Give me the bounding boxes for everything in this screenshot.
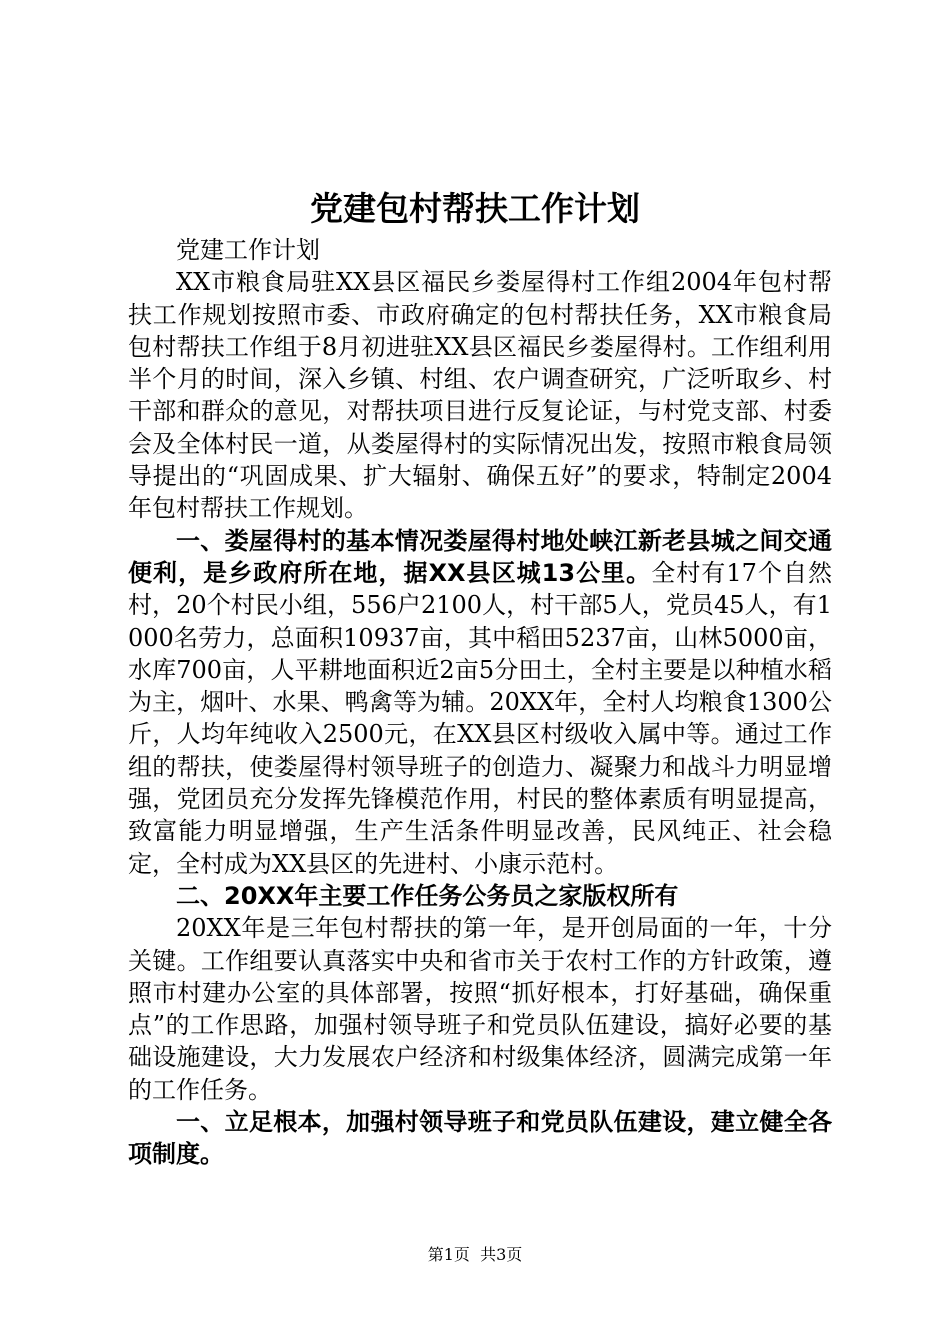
document-title: 党建包村帮扶工作计划 <box>310 189 640 228</box>
subsection1-heading: 一、立足根本，加强村领导班子和党员队伍建设，建立健全各项制度。 <box>128 1108 832 1169</box>
document-body <box>128 234 832 1171</box>
intro-paragraph: XX市粮食局驻XX县区福民乡娄屋得村工作组2004年包村帮扶工作规划按照市委、市政府确定的包村帮扶任务，XX市粮食局包村帮扶工作组于8月初进驻XX县区福民乡娄屋得村。工作组利用半个月的时间，深入乡镇、村组、农户调查研究，广泛听取乡、村干部和群众的意见，对帮扶项目进行反复论证，与村党支部、村委会及全体村民一道，从娄屋得村的实际情况出发，按照市粮食局领导提出的“巩固成果、扩大辐射、确保五好”的要求，特制定2004年包村帮扶工作规划。 <box>128 268 832 523</box>
section2-paragraph: 20XX年是三年包村帮扶的第一年，是开创局面的一年，十分关键。工作组要认真落实中央和省市关于农村工作的方针政策，遵照市村建办公室的具体部署，按照“抓好根本，打好基础，确保重点”的工作思路，加强村领导班子和党员队伍建设，搞好必要的基础设施建设，大力发展农户经济和村级集体经济，圆满完成第一年的工作任务。 <box>128 914 832 1104</box>
section2-heading: 二、20XX年主要工作任务公务员之家版权所有 <box>176 881 679 910</box>
section1-paragraph <box>128 525 832 880</box>
subtitle-paragraph: 党建工作计划 <box>176 236 320 264</box>
page-footer <box>0 1244 950 1266</box>
page-number: 第1页 <box>427 1245 470 1264</box>
section1-body: 全村有17个自然村，20个村民小组，556户2100人，村干部5人，党员45人，有1000名劳力，总面积10937亩，其中稻田5237亩，山林5000亩，水库700亩，人平耕地面积近2亩5分田土，全村主要是以种植水稻为主，烟叶、水果、鸭禽等为辅。20XX年，全村人均粮食1300公斤，人均年纯收入2500元，在XX县区村级收入属中等。通过工作组的帮扶，使娄屋得村领导班子的创造力、凝聚力和战斗力明显增强，党团员充分发挥先锋模范作用，村民的整体素质有明显提高，致富能力明显增强，生产生活条件明显改善，民风纯正、社会稳定，全村成为XX县区的先进村、小康示范村。 <box>128 558 832 878</box>
page-total: 共3页 <box>480 1245 523 1264</box>
section1-heading: 一、娄屋得村的基本情况娄屋得村地处峡江新老县城之间交通便利，是乡政府所在地，据XX县区城13公里。 <box>128 526 832 587</box>
